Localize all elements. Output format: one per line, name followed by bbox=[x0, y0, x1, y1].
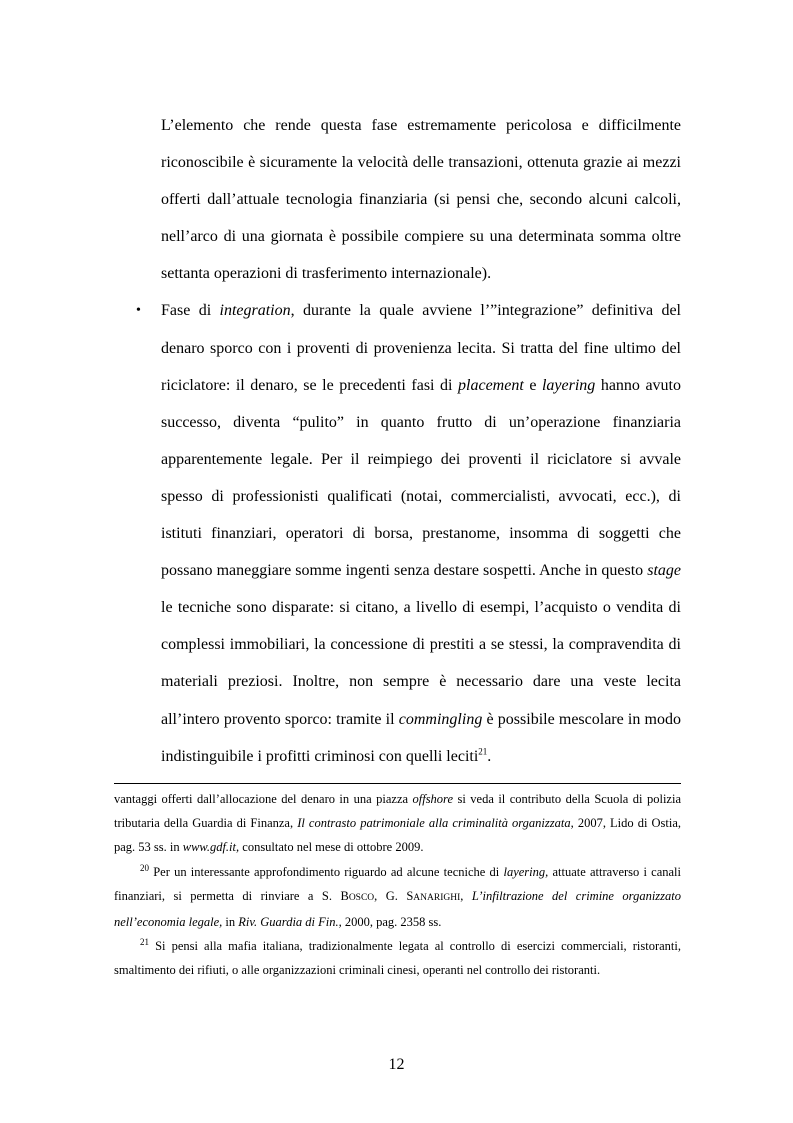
text-run: le tecniche sono disparate: si citano, a livello di esempi, l’acquisto o vendita di complessi immobiliari, la concessione di prestiti a se stessi, la compravendita di materiali preziosi. Inoltre, non sempre è necessario dare una veste lecita all’intero provento sporco: tramite il bbox=[161, 599, 681, 728]
author-name: S bbox=[406, 888, 414, 903]
text-run: in bbox=[222, 915, 239, 930]
text-run: , bbox=[460, 888, 472, 903]
page-number: 12 bbox=[388, 1056, 405, 1073]
main-text bbox=[136, 107, 682, 775]
footnote-separator bbox=[114, 783, 681, 784]
italic-term: layering bbox=[541, 376, 596, 394]
text-run: , G. bbox=[374, 888, 407, 903]
italic-term: commingling bbox=[398, 710, 483, 728]
italic-term: layering, bbox=[503, 864, 549, 879]
bullet-item-integration bbox=[136, 292, 682, 774]
text-run: consultato nel mese di ottobre 2009. bbox=[239, 840, 424, 855]
text-run: Fase di bbox=[161, 302, 220, 320]
bullet-icon: • bbox=[136, 303, 141, 319]
text-run: Si pensi alla mafia italiana, tradizionalmente legata al controllo di esercizi commerciali, ristoranti, smaltimento dei rifiuti, o alle organizzazioni criminali cinesi, operanti nel controllo dei ristoranti. bbox=[114, 939, 681, 978]
text-run: si veda il contributo della Scuola di polizia tributaria della Guardia di Finanza, bbox=[114, 792, 681, 831]
text-run: attuate attraverso i canali finanziari, si permetta di rinviare a S. bbox=[114, 864, 682, 903]
italic-term: placement bbox=[458, 376, 524, 394]
paragraph-continuation: L’elemento che rende questa fase estremamente pericolosa e difficilmente riconoscibile è sicuramente la velocità delle transazioni, ottenuta grazie ai mezzi offerti dall’attuale tecnologia finanziaria (si pensi che, secondo alcuni calcoli, nell’arco di una giornata è possibile compiere su una determinata somma oltre settanta operazioni di trasferimento internazionale). bbox=[161, 117, 681, 283]
text-run: Per un interessante approfondimento riguardo ad alcune tecniche di bbox=[149, 864, 504, 879]
text-run: , durante la quale avviene l’”integrazione” definitiva del denaro sporco con i proventi di provenienza lecita. Si tratta del fine ultimo del riciclatore: il denaro, se le precedenti fasi di bbox=[161, 302, 682, 394]
footnotes bbox=[114, 787, 681, 983]
author-name: OSCO bbox=[348, 892, 375, 903]
italic-term: integration bbox=[219, 302, 291, 320]
text-run: 2007, Lido di Ostia, pag. 53 ss. in bbox=[114, 816, 682, 855]
website-link[interactable]: www.gdf.it, bbox=[182, 840, 240, 855]
author-name: B bbox=[340, 888, 349, 903]
italic-title: Il contrasto patrimoniale alla criminalità organizzata, bbox=[297, 816, 574, 831]
footnote-continued bbox=[114, 787, 681, 860]
footnote-number: 21 bbox=[140, 937, 149, 948]
footnote-21 bbox=[114, 934, 681, 982]
text-run: . bbox=[487, 747, 492, 765]
text-run: e bbox=[523, 376, 542, 394]
author-name: ANARIGHI bbox=[413, 892, 461, 903]
footnote-20 bbox=[114, 860, 681, 935]
italic-journal: Riv. Guardia di Fin., bbox=[238, 915, 342, 930]
text-run: 2000, pag. 2358 ss. bbox=[341, 915, 442, 930]
text-run: è possibile mescolare in modo indistinguibile i profitti criminosi con quelli leciti bbox=[161, 710, 681, 765]
footnote-ref-21[interactable]: 21 bbox=[478, 746, 488, 757]
italic-term: offshore bbox=[412, 792, 454, 806]
footnote-number: 20 bbox=[140, 862, 149, 873]
text-run: vantaggi offerti dall’allocazione del denaro in una piazza bbox=[114, 792, 413, 806]
text-run: hanno avuto successo, diventa “pulito” in quanto frutto di un’operazione finanziaria apparentemente legale. Per il reimpiego dei proventi il riciclatore si avvale spesso di professionisti qualificati (notai, commercialisti, avvocati, ecc.), di istituti finanziari, operatori di borsa, prestanome, insomma di soggetti che possano maneggiare somme ingenti senza destare sospetti. Anche in questo bbox=[161, 376, 681, 580]
italic-term: stage bbox=[647, 562, 681, 580]
italic-title: L’infiltrazione del crimine organizzato nell’economia legale, bbox=[114, 888, 681, 930]
